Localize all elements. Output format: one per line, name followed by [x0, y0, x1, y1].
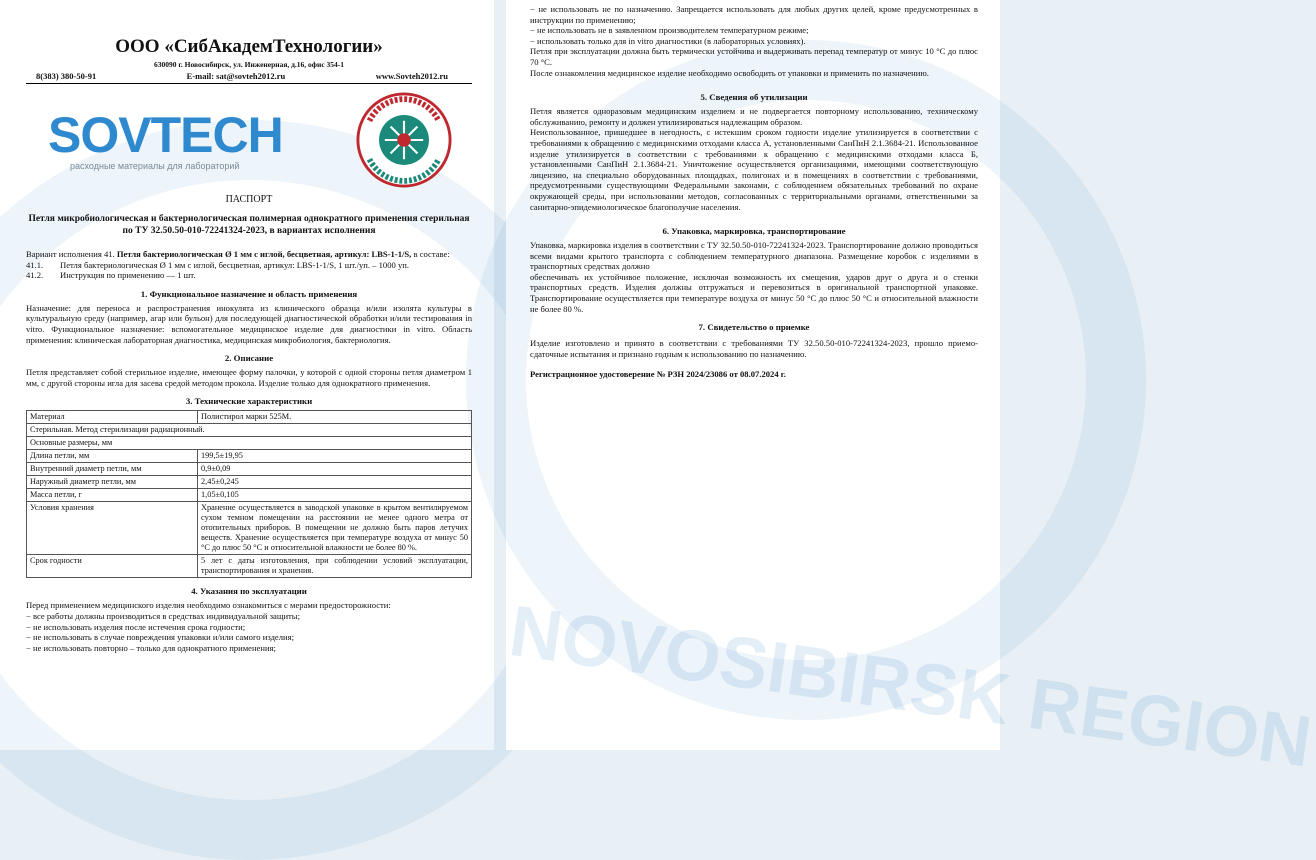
table-row: Длина петли, мм 199,5±19,95: [27, 450, 472, 463]
section-2-title: 2. Описание: [224, 353, 274, 364]
instruction-line: − не использовать не по назначению. Запрещается использовать для любых других целей, кроме предусмотренных в инструкции по применению;: [530, 4, 978, 25]
section-5-text: Неиспользованное, пришедшее в негодность, с истекшим сроком годности изделие утилизируется в соответствии с требованиями к обращению с медицинскими отходами класса А, установленными СанПиН 2.1.3684-21. Использованное изделие утилизируется в соответствии с требованиями к обращению с медицинскими отходами класса Б, установленными СанПиН 2.1.3684-21. Уничтожение осуществляется организациями, имеющими соответствующую лицензию, на специально оборудованных площадках, полигонах и в помещениях в соответствии с требованиями, предусмотренными существующими Федеральными законами, с соблюдением обязательных требований по охране окружающей среды, при использовании методов, согласованных с территориальными органами, ответственными за санитарно-эпидемиологическое благополучие населения.: [530, 127, 978, 212]
table-row: Срок годности 5 лет с даты изготовления, при соблюдении условий эксплуатации, транспортирования и хранения.: [27, 555, 472, 578]
section-5-title: 5. Сведения об утилизации: [700, 92, 808, 103]
instruction-line: − не использовать не в заявленном производителем температурном режиме;: [530, 25, 809, 36]
page-left: [0, 0, 494, 750]
section-3-title: 3. Технические характеристики: [185, 396, 313, 407]
table-row: Условия хранения Хранение осуществляется в заводской упаковке в крытом вентилируемом сухом темном помещении на расстоянии не менее одного метра от отопительных приборов. В помещении не должно быть паров летучих веществ. Хранение осуществляется при температуре воздуха от минус 50 °С до плюс 50 °С и относительной влажности не более 80 %.: [27, 502, 472, 555]
product-title: Петля микробиологическая и бактериологическая полимерная однократного применения стерильная по ТУ 32.50.50-010-72241324-2023, в вариантах исполнения: [28, 214, 470, 236]
email: E-mail: sat@sovteh2012.ru: [186, 71, 286, 81]
section-7-text: Изделие изготовлено и принято в соответствии с требованиями ТУ 32.50.50-010-72241324-2023, прошло приемо-сдаточные испытания и признано годным к использованию по назначению.: [530, 338, 978, 359]
list-item: 41.1. Петля бактериологическая Ø 1 мм с иглой, бесцветная, артикул: LBS-1-1/S, 1 шт./уп. – 1000 уп.: [26, 259, 409, 270]
section-1-title: 1. Функциональное назначение и область применения: [140, 288, 358, 299]
section-6-title: 6. Упаковка, маркировка, транспортирование: [662, 226, 846, 237]
table-row: Наружный диаметр петли, мм 2,45±0,245: [27, 476, 472, 489]
table-row: Масса петли, г 1,05±0,105: [27, 489, 472, 502]
section-5-text: Петля является одноразовым медицинским изделием и не подвергается повторному использованию, техническому обслуживанию, ремонту и должен утилизироваться надлежащим образом.: [530, 106, 978, 127]
section-4-line: − не использовать изделия после истечения срока годности;: [26, 621, 246, 632]
instruction-line: После ознакомления медицинское изделие необходимо освободить от упаковки и применить по назначению.: [530, 67, 929, 78]
logo-tagline: расходные материалы для лабораторий: [70, 161, 240, 171]
phone: 8(383) 380-50-91: [36, 71, 97, 81]
section-6-text: Упаковка, маркировка изделия в соответствии с ТУ 32.50.50-010-72241324-2023. Транспортирование должно проводиться всеми видами крытого транспорта с соблюдением температурного диапазона. Размещение коробок с изделиями в транспортных средствах должно: [530, 240, 978, 272]
section-4-line: − не использовать в случае повреждения упаковки и/или самого изделия;: [26, 632, 294, 643]
section-4-title: 4. Указания по эксплуатации: [191, 586, 307, 597]
variant-line: [26, 249, 472, 260]
registration-certificate: Регистрационное удостоверение № РЗН 2024/23086 от 08.07.2024 г.: [530, 369, 786, 380]
doc-type: ПАСПОРТ: [225, 194, 273, 205]
sovtech-logo: [26, 109, 288, 171]
section-4-line: − все работы должны производиться в средствах индивидуальной защиты;: [26, 610, 300, 621]
table-row: Внутренний диаметр петли, мм 0,9±0,09: [27, 463, 472, 476]
contact-line: [26, 69, 472, 84]
company-name: ООО «СибАкадемТехнологии»: [115, 36, 383, 57]
section-2-text: Петля представляет собой стерильное изделие, имеющее форму палочки, у которой с одной стороны петля диаметром 1 мм, с другой стороны игла для засева средой методом прокола. Изделие только для однократного применения.: [26, 367, 472, 388]
logo-wordmark: SOVTECH: [48, 107, 283, 163]
made-in-novosibirsk-badge-icon: [356, 92, 452, 188]
variant-name: Петля бактериологическая Ø 1 мм с иглой, бесцветная, артикул: LBS-1-1/S,: [116, 249, 412, 259]
section-7-title: 7. Свидетельство о приемке: [698, 322, 810, 333]
variant-prefix: Вариант исполнения 41.: [26, 249, 115, 259]
table-row: Стерильная. Метод стерилизации радиационный.: [27, 424, 472, 437]
variant-suffix: в составе:: [413, 249, 450, 259]
section-4-line: Перед применением медицинского изделия необходимо ознакомиться с мерами предосторожности:: [26, 600, 391, 611]
instruction-line: − использовать только для in vitro диагностики (в лабораторных условиях).: [530, 35, 806, 46]
page-right: [504, 0, 1316, 783]
company-address: 630090 г. Новосибирск, ул. Инженерная, д.16, офис 354-1: [153, 60, 345, 69]
instruction-line: Петля при эксплуатации должна быть термически устойчива и выдерживать перепад температур от минус 10 °С до плюс 70 °С.: [530, 46, 978, 67]
section-4-line: − не использовать повторно – только для однократного применения;: [26, 642, 276, 653]
logo-row: [26, 90, 472, 190]
section-1-text: Назначение: для переноса и распространения инокулята из клинического образца и/или изолята культуры в культуральную среду (например, агар или бульон) для последующей диагностической обработки и/или тестирования in vitro. Функциональное назначение: вспомогательное медицинское изделие для диагностики in vitro. Область применения: клиническая лабораторная диагностика, медицинская микробиология, бактериология.: [26, 302, 472, 345]
watermark-text: NOVOSIBIRSK REGION: [504, 590, 1316, 783]
list-item: 41.2. Инструкция по применению — 1 шт.: [26, 270, 196, 281]
table-row: Материал Полистирол марки 525М.: [27, 411, 472, 424]
table-row: Основные размеры, мм: [27, 437, 472, 450]
specs-table: [26, 410, 472, 578]
website: www.Sovteh2012.ru: [375, 71, 448, 81]
section-6-text: обеспечивать их устойчивое положение, исключая возможность их смещения, ударов друг о друга и о стенки транспортных средств. Изделия должны отгружаться и перевозиться в оригинальной транспортной упаковке. Транспортирование осуществляется при температуре воздуха от минус 50 °С до плюс 50 °С и относительной влажности не более 80 %.: [530, 271, 978, 314]
